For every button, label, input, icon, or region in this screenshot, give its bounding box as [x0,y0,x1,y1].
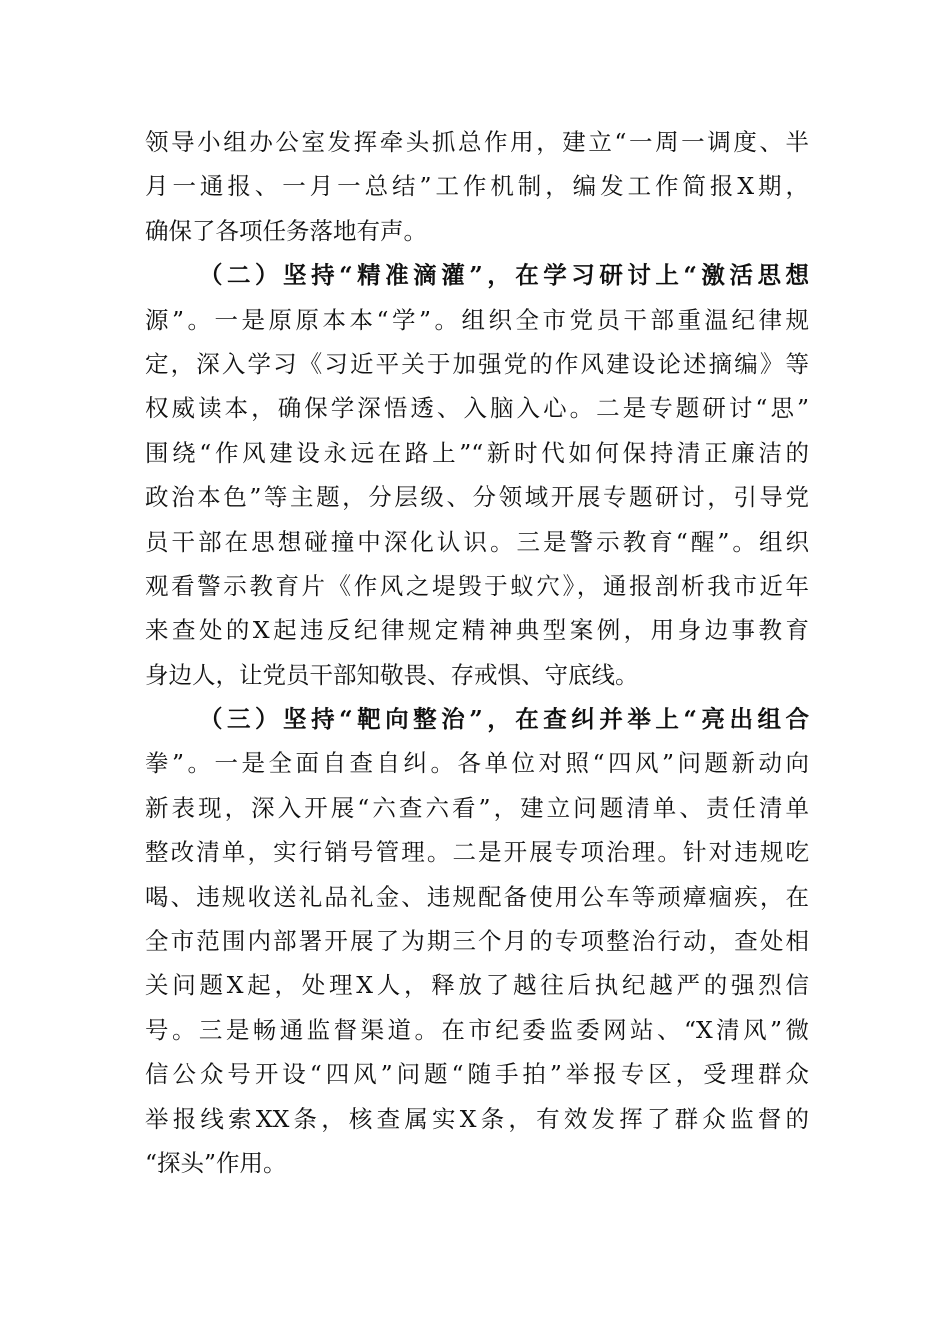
section-heading-2: （二）坚持“精准滴灌”，在学习研讨上“激活思想 [199,261,809,290]
text-line: 信公众号开设“四风”问题“随手拍”举报专区，受理群众 [145,1060,809,1089]
text-line: 领导小组办公室发挥牵头抓总作用，建立“一周一调度、半 [145,128,809,156]
text-line: 关问题X起，处理X人，释放了越往后执纪越严的强烈信 [145,971,809,1000]
text-line: 员干部在思想碰撞中深化认识。三是警示教育“醒”。组织 [145,527,809,556]
text-line: 号。三是畅通监督渠道。在市纪委监委网站、“X清风”微 [145,1015,809,1044]
text-line: 喝、违规收送礼品礼金、违规配备使用公车等顽瘴痼疾，在 [145,882,809,911]
text-line: 来查处的X起违反纪律规定精神典型案例，用身边事教育 [145,616,809,645]
text-line: 围绕“作风建设永远在路上”“新时代如何保持清正廉洁的 [145,438,809,467]
text-line: 举报线索XX条，核查属实X条，有效发挥了群众监督的 [145,1104,809,1133]
text-line: 整改清单，实行销号管理。二是开展专项治理。针对违规吃 [145,838,809,867]
text-line: 新表现，深入开展“六查六看”，建立问题清单、责任清单 [145,793,809,822]
text-line: 身边人，让党员干部知敬畏、存戒惧、守底线。 [145,660,639,689]
text-line: 观看警示教育片《作风之堤毁于蚁穴》，通报剖析我市近年 [145,571,809,600]
text-line: 权威读本，确保学深悟透、入脑入心。二是专题研讨“思” [145,394,809,423]
section-heading-3: （三）坚持“靶向整治”，在查纠并举上“亮出组合 [199,705,809,734]
text-line: 月一通报、一月一总结”工作机制，编发工作简报X期， [145,172,809,201]
text-line: 定，深入学习《习近平关于加强党的作风建设论述摘编》等 [145,349,809,378]
text-line: 源”。一是原原本本“学”。组织全市党员干部重温纪律规 [145,305,809,334]
text-line: 确保了各项任务落地有声。 [145,216,427,245]
text-line: 政治本色”等主题，分层级、分领域开展专题研讨，引导党 [145,483,809,512]
text-line: 全市范围内部署开展了为期三个月的专项整治行动，查处相 [145,927,809,956]
document-body [145,120,809,1185]
text-line: “探头”作用。 [145,1148,287,1177]
text-line: 拳”。一是全面自查自纠。各单位对照“四风”问题新动向 [145,749,809,778]
